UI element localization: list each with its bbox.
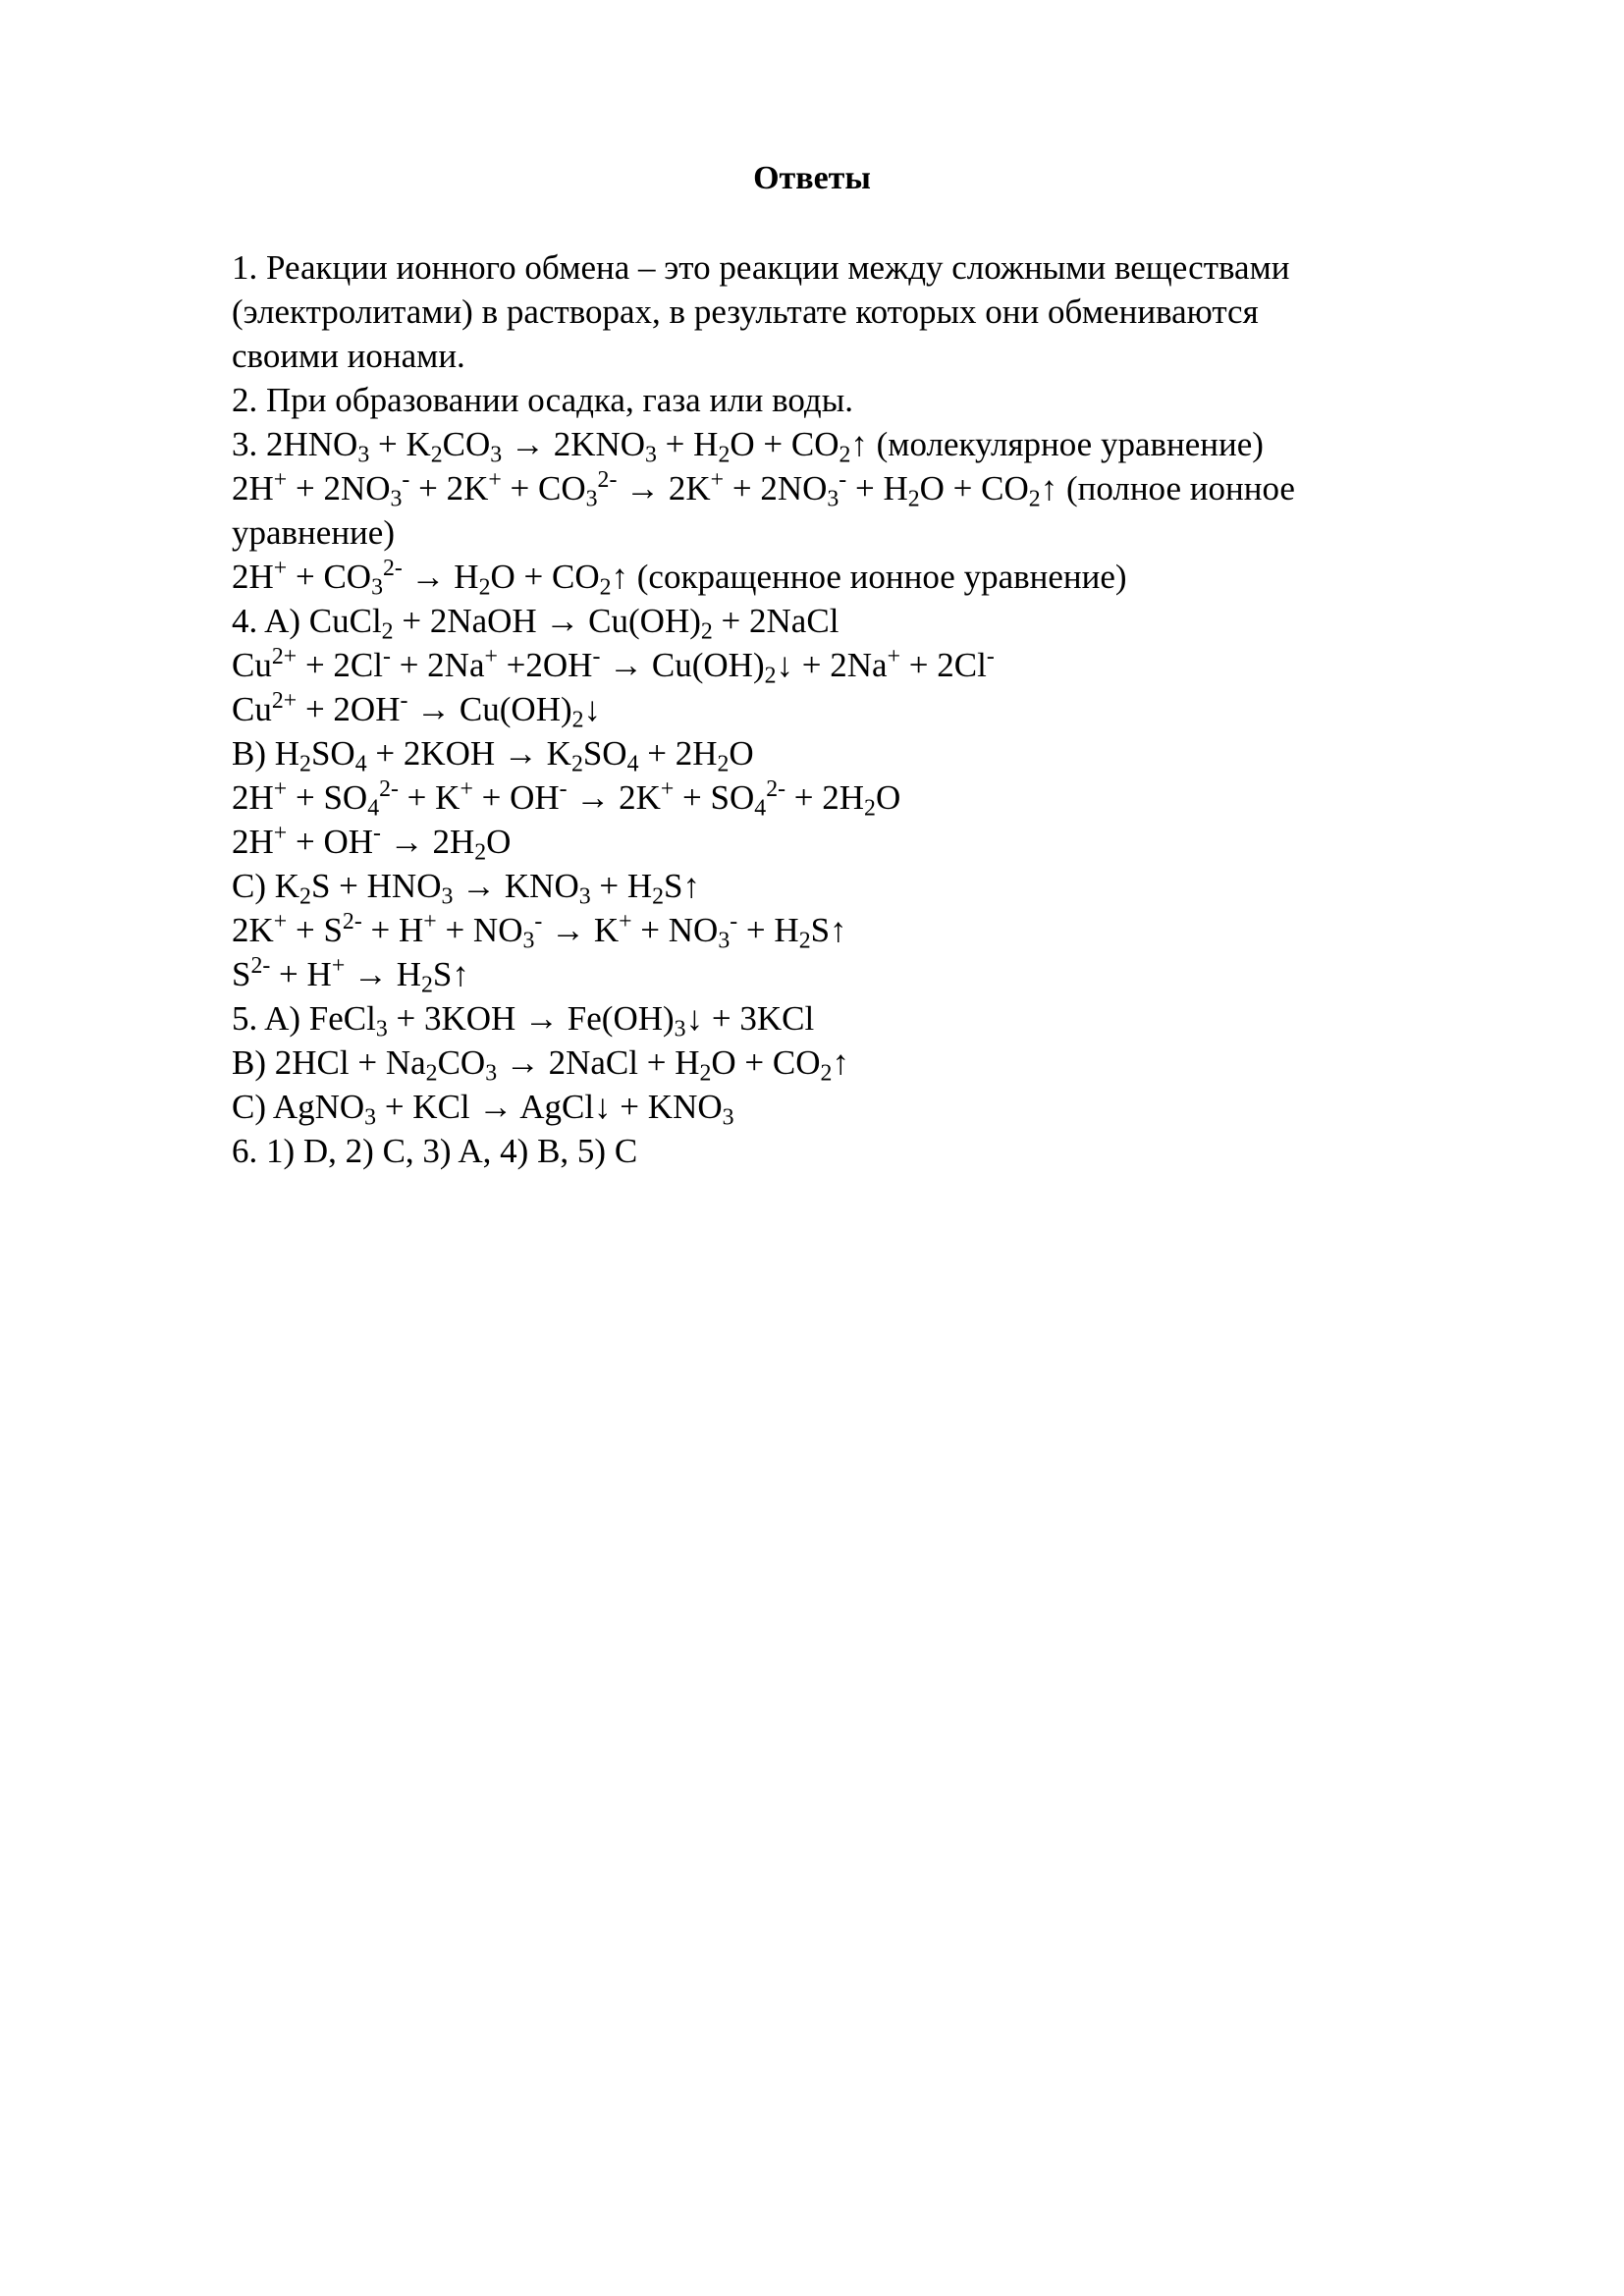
subscript: 2: [699, 1060, 712, 1087]
text-fragment: ↓ + 2Na: [776, 646, 888, 684]
text-fragment: B) H: [232, 734, 300, 773]
superscript: +: [710, 466, 725, 493]
subscript: 2: [571, 707, 584, 733]
answer-line: [232, 290, 1469, 334]
superscript: 2-: [250, 952, 271, 979]
text-fragment: + H: [737, 911, 799, 949]
text-fragment: 2H: [232, 469, 274, 507]
subscript: 2: [299, 751, 311, 777]
answer-line: [232, 422, 1469, 466]
superscript: +: [273, 908, 288, 934]
text-fragment: S↑: [664, 867, 701, 905]
text-fragment: + OH: [472, 778, 560, 817]
superscript: 2-: [766, 775, 786, 802]
superscript: +: [660, 775, 675, 802]
text-fragment: 2H: [232, 778, 274, 817]
subscript: 3: [827, 486, 839, 512]
subscript: 3: [674, 1016, 686, 1042]
text-fragment: → Cu(OH): [407, 690, 572, 728]
superscript: -: [400, 687, 408, 714]
text-fragment: SO: [310, 734, 355, 773]
text-fragment: + 2NO: [724, 469, 828, 507]
text-fragment: + 2NaCl: [712, 602, 839, 640]
text-fragment: ↓ + 3KCl: [685, 999, 815, 1038]
text-fragment: + 2OH: [297, 690, 401, 728]
answer-line: [232, 466, 1469, 510]
subscript: 4: [754, 795, 767, 822]
text-fragment: O + CO: [919, 469, 1029, 507]
text-fragment: → Cu(OH): [600, 646, 765, 684]
text-fragment: 6. 1) D, 2) C, 3) A, 4) B, 5) C: [232, 1132, 638, 1170]
text-fragment: → H: [402, 558, 479, 596]
text-fragment: O + CO: [490, 558, 600, 596]
answer-line: [232, 599, 1469, 643]
subscript: 2: [798, 928, 811, 954]
answer-line: [232, 643, 1469, 687]
subscript: 3: [645, 442, 657, 468]
subscript: 3: [718, 928, 731, 954]
text-fragment: 2. При образовании осадка, газа или воды.: [232, 381, 853, 419]
superscript: +: [619, 908, 632, 934]
answer-line: [232, 952, 1469, 996]
text-fragment: + H: [656, 425, 719, 463]
subscript: 2: [718, 442, 731, 468]
subscript: 3: [364, 1104, 377, 1131]
subscript: 2: [299, 883, 311, 910]
text-fragment: S: [232, 955, 251, 993]
subscript: 2: [764, 663, 777, 689]
text-fragment: 2H: [232, 558, 274, 596]
text-fragment: + 2H: [785, 778, 865, 817]
answer-line: [232, 1129, 1469, 1173]
text-fragment: C) AgNO: [232, 1088, 365, 1126]
answer-line: [232, 731, 1469, 775]
subscript: 2: [652, 883, 665, 910]
subscript: 3: [441, 883, 454, 910]
subscript: 3: [578, 883, 591, 910]
text-fragment: O: [486, 823, 512, 861]
subscript: 3: [585, 486, 598, 512]
subscript: 2: [570, 751, 583, 777]
text-fragment: + 2K: [409, 469, 489, 507]
answer-line: [232, 908, 1469, 952]
subscript: 4: [354, 751, 367, 777]
text-fragment: + K: [398, 778, 460, 817]
text-fragment: ↑ (сокращенное ионное уравнение): [611, 558, 1127, 596]
text-fragment: + CO: [501, 469, 586, 507]
text-fragment: +2OH: [497, 646, 593, 684]
answer-line: [232, 864, 1469, 908]
text-fragment: уравнение): [232, 513, 395, 552]
answer-line: [232, 378, 1469, 422]
text-fragment: + NO: [631, 911, 719, 949]
text-fragment: C) K: [232, 867, 300, 905]
answer-line: [232, 1041, 1469, 1085]
text-fragment: O: [729, 734, 754, 773]
text-fragment: + 2Na: [390, 646, 485, 684]
superscript: 2+: [271, 643, 298, 669]
subscript: 3: [722, 1104, 734, 1131]
subscript: 2: [864, 795, 876, 822]
text-fragment: → 2NaCl + H: [497, 1043, 700, 1082]
text-fragment: S↑: [810, 911, 847, 949]
text-fragment: + 2NO: [287, 469, 391, 507]
superscript: +: [484, 643, 498, 669]
text-fragment: своими ионами.: [232, 337, 465, 375]
subscript: 2: [907, 486, 920, 512]
text-fragment: + NO: [436, 911, 523, 949]
text-fragment: O + CO: [730, 425, 839, 463]
subscript: 2: [599, 574, 612, 601]
subscript: 4: [367, 795, 380, 822]
text-fragment: ↑ (молекулярное уравнение): [850, 425, 1264, 463]
subscript: 2: [474, 839, 487, 866]
superscript: 2-: [342, 908, 362, 934]
text-fragment: SO: [582, 734, 627, 773]
text-fragment: CO: [437, 1043, 486, 1082]
text-fragment: + OH: [287, 823, 373, 861]
superscript: -: [402, 466, 410, 493]
subscript: 3: [375, 1016, 388, 1042]
text-fragment: + H: [590, 867, 653, 905]
text-fragment: → KNO: [453, 867, 579, 905]
text-fragment: 2K: [232, 911, 274, 949]
text-fragment: + S: [287, 911, 343, 949]
answer-line: [232, 775, 1469, 820]
text-fragment: ↓: [583, 690, 602, 728]
text-fragment: + 2Cl: [297, 646, 383, 684]
subscript: 3: [490, 442, 503, 468]
subscript: 2: [839, 442, 851, 468]
subscript: 3: [390, 486, 403, 512]
text-fragment: 1. Реакции ионного обмена – это реакции между сложными веществами: [232, 248, 1290, 287]
text-fragment: S↑: [432, 955, 469, 993]
subscript: 2: [700, 618, 713, 645]
answers-body: [232, 245, 1469, 1173]
superscript: -: [730, 908, 738, 934]
text-fragment: → 2H: [380, 823, 475, 861]
answer-line: [232, 510, 1469, 555]
text-fragment: + H: [846, 469, 908, 507]
text-fragment: → 2K: [567, 778, 661, 817]
superscript: +: [460, 775, 473, 802]
text-fragment: + KCl → AgCl↓ + KNO: [376, 1088, 723, 1126]
subscript: 3: [522, 928, 535, 954]
superscript: +: [887, 643, 901, 669]
superscript: -: [839, 466, 847, 493]
superscript: 2-: [382, 555, 403, 581]
subscript: 3: [357, 442, 370, 468]
subscript: 2: [421, 972, 433, 998]
superscript: -: [534, 908, 543, 934]
text-fragment: ↑ (полное ионное: [1040, 469, 1295, 507]
text-fragment: B) 2HCl + Na: [232, 1043, 426, 1082]
superscript: -: [986, 643, 995, 669]
text-fragment: Cu: [232, 690, 272, 728]
superscript: -: [383, 643, 391, 669]
text-fragment: 2H: [232, 823, 274, 861]
superscript: +: [423, 908, 437, 934]
subscript: 2: [1028, 486, 1041, 512]
answer-line: [232, 245, 1469, 290]
subscript: 2: [430, 442, 443, 468]
text-fragment: + SO: [674, 778, 755, 817]
superscript: -: [373, 820, 381, 846]
text-fragment: + SO: [287, 778, 368, 817]
subscript: 3: [371, 574, 383, 601]
text-fragment: → K: [542, 911, 620, 949]
text-fragment: O + CO: [711, 1043, 821, 1082]
answer-line: [232, 1085, 1469, 1129]
subscript: 4: [626, 751, 639, 777]
superscript: +: [331, 952, 346, 979]
text-fragment: + 2Cl: [900, 646, 987, 684]
subscript: 2: [820, 1060, 833, 1087]
superscript: -: [559, 775, 568, 802]
superscript: +: [273, 466, 288, 493]
text-fragment: 4. A) CuCl: [232, 602, 382, 640]
answer-line: [232, 555, 1469, 599]
text-fragment: S + HNO: [310, 867, 442, 905]
superscript: 2-: [379, 775, 399, 802]
text-fragment: CO: [442, 425, 491, 463]
subscript: 2: [717, 751, 730, 777]
text-fragment: 5. A) FeCl: [232, 999, 376, 1038]
subscript: 2: [425, 1060, 438, 1087]
text-fragment: 3. 2HNO: [232, 425, 358, 463]
text-fragment: + H: [361, 911, 424, 949]
answer-line: [232, 820, 1469, 864]
text-fragment: + 2NaOH → Cu(OH): [393, 602, 701, 640]
superscript: +: [273, 820, 288, 846]
text-fragment: + 3KOH → Fe(OH): [387, 999, 675, 1038]
page-title: Ответы: [753, 160, 871, 196]
text-fragment: + H: [270, 955, 332, 993]
subscript: 3: [485, 1060, 498, 1087]
superscript: +: [273, 555, 288, 581]
answer-line: [232, 334, 1469, 378]
text-fragment: + K: [369, 425, 431, 463]
superscript: +: [273, 775, 288, 802]
text-fragment: + 2KOH → K: [366, 734, 571, 773]
text-fragment: O: [875, 778, 901, 817]
subscript: 2: [381, 618, 394, 645]
text-fragment: → H: [345, 955, 422, 993]
text-fragment: → 2K: [617, 469, 711, 507]
answer-line: [232, 996, 1469, 1041]
text-fragment: + CO: [287, 558, 372, 596]
superscript: +: [488, 466, 502, 493]
text-fragment: → 2KNO: [502, 425, 646, 463]
text-fragment: Cu: [232, 646, 272, 684]
superscript: 2+: [271, 687, 298, 714]
text-fragment: ↑: [832, 1043, 849, 1082]
superscript: -: [592, 643, 601, 669]
text-fragment: + 2H: [638, 734, 718, 773]
subscript: 2: [478, 574, 491, 601]
superscript: 2-: [597, 466, 618, 493]
answer-line: [232, 687, 1469, 731]
text-fragment: (электролитами) в растворах, в результате которых они обмениваются: [232, 293, 1259, 331]
